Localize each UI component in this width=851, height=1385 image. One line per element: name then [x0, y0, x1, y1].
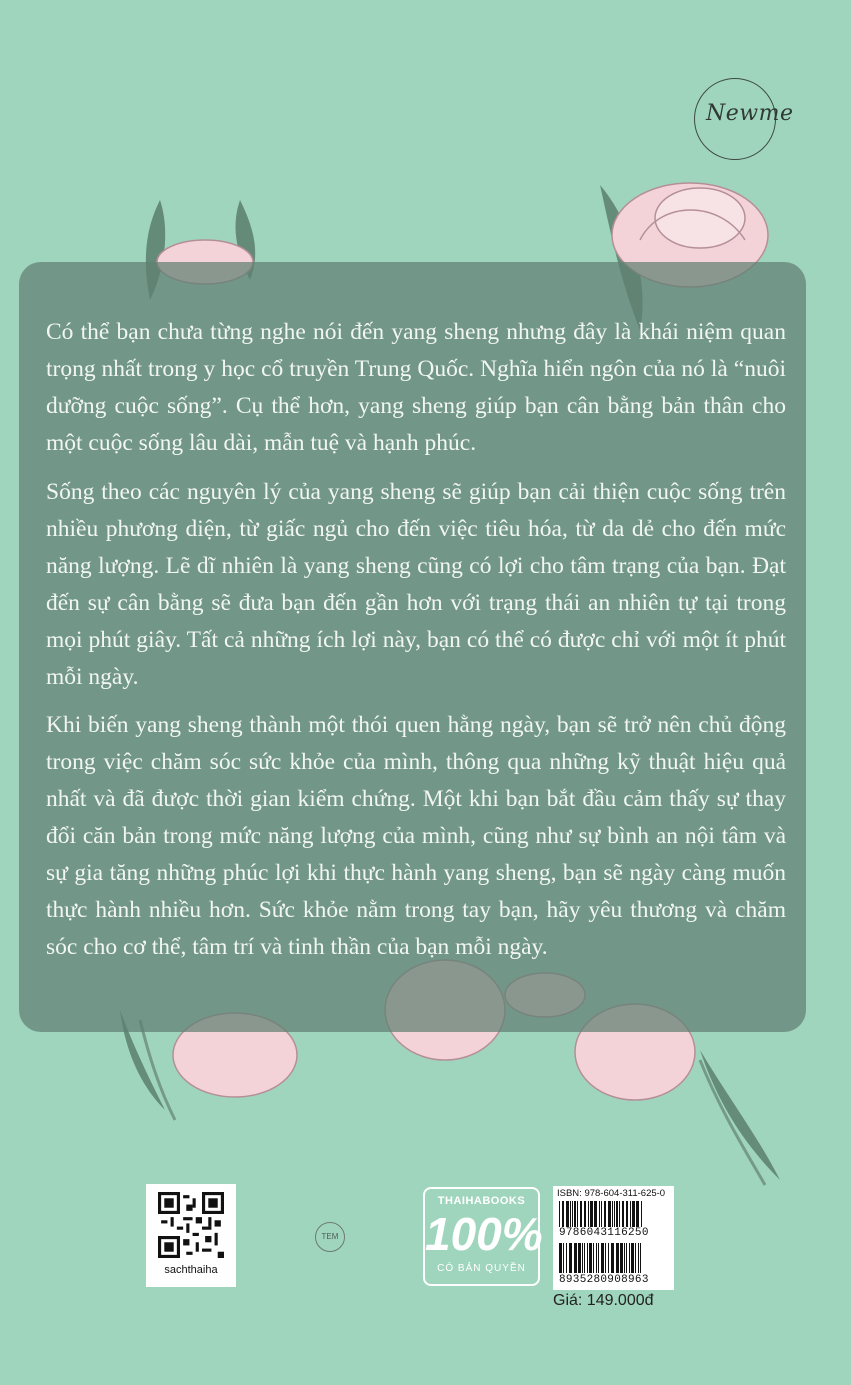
barcode-bar [599, 1201, 600, 1227]
barcode-bar [584, 1243, 585, 1273]
barcode-bar [570, 1201, 571, 1227]
barcode-bar [619, 1201, 620, 1227]
barcode-bar [622, 1201, 624, 1227]
barcode-bar [566, 1201, 569, 1227]
barcode-bar [577, 1201, 578, 1227]
barcode-panel [553, 1186, 674, 1290]
barcode-bar [630, 1201, 631, 1227]
barcode-bar [604, 1201, 606, 1227]
isbn-digits: 9786043116250 [559, 1227, 649, 1239]
description-paragraph-1: Có thể bạn chưa từng nghe nói đến yang sheng nhưng đây là khái niệm quan trọng nhất trong y học cổ truyền Trung Quốc. Nghĩa hiển ngôn của nó là “nuôi dưỡng cuộc sống”. Cụ thể hơn, yang sheng giúp bạn cân bằng bản thân cho một cuộc sống lâu dài, mẫn tuệ và hạnh phúc. [46, 319, 786, 456]
barcode-bar [574, 1243, 577, 1273]
barcode-bar [596, 1243, 597, 1273]
barcode-bar [601, 1201, 602, 1227]
tem-stamp: TEM [315, 1222, 345, 1252]
barcode-bar [626, 1201, 628, 1227]
barcode-bar [601, 1243, 604, 1273]
barcode-bar [632, 1201, 635, 1227]
barcode-bar [589, 1243, 592, 1273]
barcode-bar [562, 1201, 564, 1227]
newme-logo: Newme [706, 101, 794, 126]
barcode-bar [598, 1243, 599, 1273]
barcode-bar [631, 1243, 634, 1273]
barcode-bar [626, 1243, 627, 1273]
badge-brand: THAIHABOOKS [437, 1195, 526, 1207]
price-label: Giá: 149.000đ [553, 1292, 654, 1309]
barcode-bar [566, 1243, 567, 1273]
barcode-bar [612, 1201, 613, 1227]
isbn-label: ISBN: 978-604-311-625-0 [557, 1188, 666, 1199]
barcode-bar [572, 1201, 573, 1227]
barcode-bar [640, 1243, 641, 1273]
barcode-bar [588, 1201, 589, 1227]
barcode-bar [569, 1243, 572, 1273]
barcode-bar [624, 1243, 625, 1273]
barcode-bar [587, 1243, 588, 1273]
barcode-bar [611, 1243, 614, 1273]
barcode-bar [635, 1243, 636, 1273]
barcode-bar [620, 1243, 623, 1273]
barcode-bar [636, 1201, 639, 1227]
barcode-bar [629, 1243, 630, 1273]
barcode-bar [616, 1201, 618, 1227]
barcode-bar [584, 1201, 586, 1227]
description-paragraph-3: Khi biến yang sheng thành một thói quen hằng ngày, bạn sẽ trở nên chủ động trong việc chăm sóc sức khỏe của mình, thông qua những kỹ thuật hiệu quả nhất và đã được thời gian kiểm chứng. Một khi bạn bắt đầu cảm thấy sự thay đổi căn bản trong mức năng lượng của mình, cũng như sự bình an nội tâm và sự gia tăng những phúc lợi khi thực hành yang sheng, bạn sẽ ngày càng muốn thực hành nhiều hơn. Sức khỏe nằm trong tay bạn, hãy yêu thương và chăm sóc cho cơ thể, tâm trí và tinh thần của bạn mỗi ngày. [46, 712, 786, 960]
barcode-bar [578, 1243, 581, 1273]
barcode-bar [614, 1201, 615, 1227]
qr-code[interactable] [146, 1184, 236, 1287]
barcode-bar [559, 1243, 562, 1273]
barcode-bar [608, 1243, 609, 1273]
ean-barcode [557, 1243, 669, 1273]
barcode-bar [594, 1201, 597, 1227]
barcode-bar [559, 1201, 560, 1227]
badge-subtitle: CÓ BẢN QUYỀN [437, 1263, 526, 1274]
description-paragraph-2: Sống theo các nguyên lý của yang sheng sẽ giúp bạn cải thiện cuộc sống trên nhiều phương diện, từ giấc ngủ cho đến việc tiêu hóa, từ da dẻ cho đến mức năng lượng. Lẽ dĩ nhiên là yang sheng cũng có lợi cho tâm trạng của bạn. Đạt đến sự cân bằng sẽ đưa bạn đến gần hơn với trạng thái an nhiên tự tại trong mọi phút giây. Tất cả những ích lợi này, bạn có thể có được chỉ với một ít phút mỗi ngày. [46, 479, 786, 690]
qr-label: sachthaiha [164, 1264, 218, 1276]
barcode-bar [605, 1243, 606, 1273]
ean-digits: 8935280908963 [559, 1274, 649, 1286]
barcode-bar [608, 1201, 611, 1227]
barcode-bar [638, 1243, 639, 1273]
qr-code-pattern [158, 1192, 224, 1258]
barcode-bar [590, 1201, 593, 1227]
barcode-bar [563, 1243, 564, 1273]
barcode-bar [574, 1201, 576, 1227]
barcode-bar [580, 1201, 582, 1227]
copyright-badge [423, 1187, 543, 1286]
barcode-bar [593, 1243, 594, 1273]
isbn-barcode [557, 1201, 669, 1227]
barcode-bar [582, 1243, 583, 1273]
barcode-bar [641, 1201, 642, 1227]
barcode-bar [616, 1243, 619, 1273]
badge-percentage: 100% [425, 1208, 543, 1260]
